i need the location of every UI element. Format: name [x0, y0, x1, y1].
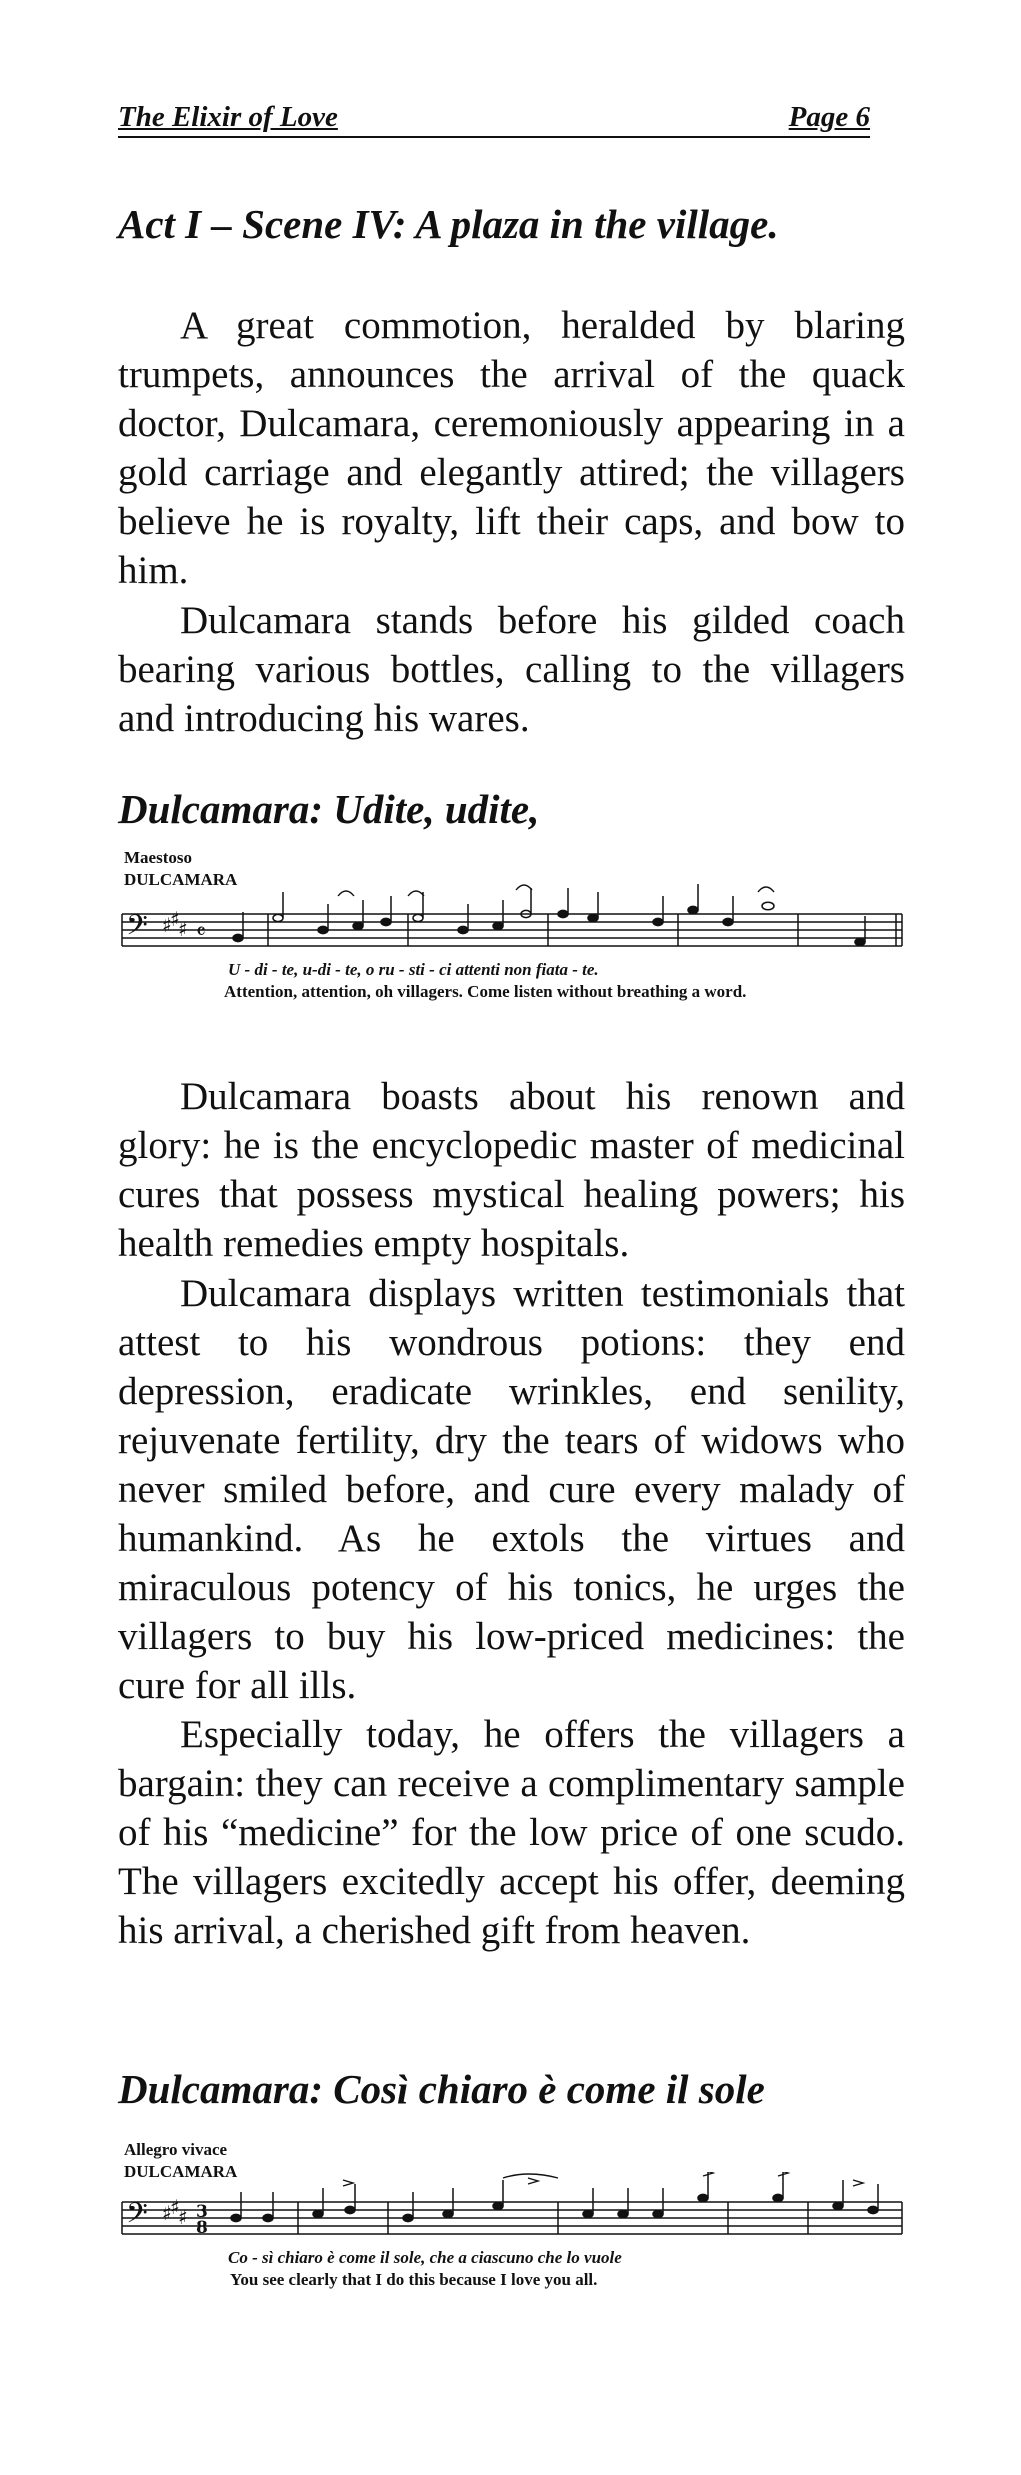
- svg-text:♯: ♯: [170, 907, 180, 931]
- page-number: Page 6: [788, 101, 870, 133]
- paragraph-arrival: A great commotion, heralded by blaring trumpets, announces the arrival of the quack doctor, Dulcamara, ceremoniously appearing in a gold carriage and elegantly attired; the villagers believe he is royalty, lift their caps, and bow to him.: [118, 304, 905, 592]
- fermata-marks: [338, 885, 774, 896]
- translation-line: You see clearly that I do this because I love you all.: [230, 2270, 598, 2289]
- svg-text:♯: ♯: [162, 913, 172, 937]
- paragraph-bargain: Especially today, he offers the villagers a bargain: they can receive a complimentary sample of his “medicine” for the low price of one scudo. The villagers excitedly accept his offer, deeming his arrival, a cherished gift from heaven.: [118, 1713, 905, 1952]
- accent-marks: [343, 2172, 863, 2186]
- voice-part-label: DULCAMARA: [124, 870, 238, 889]
- lyrics-line: Co - sì chiaro è come il sole, che a ciascuno che lo vuole: [228, 2248, 622, 2267]
- time-signature: 3: [196, 2202, 208, 2222]
- svg-text:8: 8: [196, 2218, 208, 2238]
- svg-text:♯: ♯: [170, 2195, 180, 2219]
- tempo-marking: Allegro vivace: [124, 2140, 228, 2159]
- notes: [233, 884, 865, 946]
- aria-heading-udite: Dulcamara: Udite, udite,: [118, 786, 540, 832]
- lyrics-line: U - di - te, u-di - te, o ru - sti - ci attenti non fiata - te.: [228, 960, 599, 979]
- paragraph-testimonials: Dulcamara displays written testimonials that attest to his wondrous potions: they end depression, eradicate wrinkles, end senility, rejuvenate fertility, dry the tears of widows who never smiled before, and cure every malady of humankind. As he extols the virtues and miraculous potency of his tonics, he urges the villagers to buy his low-priced medicines: the cure for all ills.: [118, 1272, 905, 1707]
- tempo-marking: Maestoso: [124, 848, 192, 867]
- bass-clef-icon: 𝄢: [126, 2197, 148, 2237]
- music-excerpt-udite: [118, 848, 918, 1018]
- svg-text:♯: ♯: [178, 917, 188, 941]
- music-excerpt-cosi: [118, 2140, 918, 2310]
- svg-text:♯: ♯: [162, 2201, 172, 2225]
- bass-clef-icon: 𝄢: [126, 909, 148, 949]
- voice-part-label: DULCAMARA: [124, 2162, 238, 2181]
- paragraph-renown: Dulcamara boasts about his renown and glory: he is the encyclopedic master of medicinal cures that possess mystical healing powers; his health remedies empty hospitals.: [118, 1075, 905, 1265]
- common-time-icon: 𝄴: [196, 920, 206, 945]
- translation-line: Attention, attention, oh villagers. Come listen without breathing a word.: [224, 982, 747, 1001]
- aria-heading-cosi: Dulcamara: Così chiaro è come il sole: [118, 2066, 765, 2112]
- book-title: The Elixir of Love: [118, 101, 338, 133]
- paragraph-coach: Dulcamara stands before his gilded coach bearing various bottles, calling to the villagers and introducing his wares.: [118, 599, 905, 740]
- notes: [231, 2172, 878, 2222]
- running-header: [118, 96, 870, 138]
- svg-text:♯: ♯: [178, 2205, 188, 2229]
- scene-heading: Act I – Scene IV: A plaza in the village.: [118, 201, 779, 247]
